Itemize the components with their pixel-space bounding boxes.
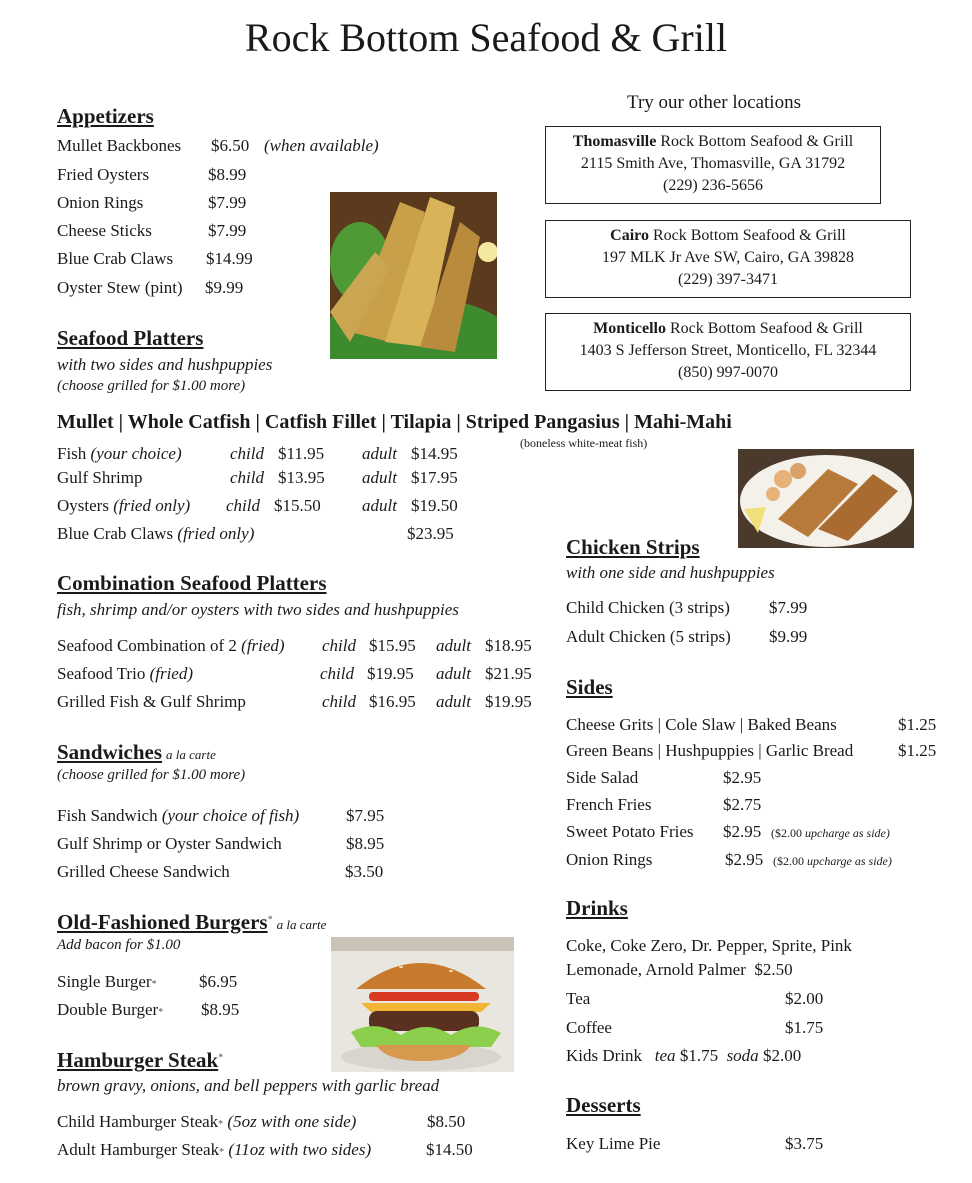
page-title: Rock Bottom Seafood & Grill	[244, 15, 728, 60]
appetizers-heading: Appetizers	[57, 104, 154, 128]
appetizer-name: Fried Oysters	[57, 165, 150, 184]
burger-name: Double Burger*	[57, 1000, 164, 1019]
side-name: Sweet Potato Fries	[566, 822, 694, 841]
side-name: Side Salad	[566, 768, 639, 787]
adult-label: adult	[436, 692, 471, 711]
steak-heading: Hamburger Steak	[57, 1048, 219, 1072]
steak-name: Child Hamburger Steak* (5oz with one side)	[57, 1112, 357, 1131]
child-price: $19.95	[367, 664, 414, 683]
child-price: $16.95	[369, 692, 416, 711]
adult-price: $14.95	[411, 444, 458, 463]
sandwiches-header	[57, 740, 216, 765]
desserts-heading: Desserts	[566, 1093, 641, 1117]
child-price: $15.50	[274, 496, 321, 515]
side-upcharge-note: ($2.00 upcharge as side)	[773, 854, 892, 868]
fish-choices-note: (boneless white-meat fish)	[520, 436, 648, 450]
side-name: French Fries	[566, 795, 652, 814]
drinks-line1: Coke, Coke Zero, Dr. Pepper, Sprite, Pink	[566, 936, 852, 955]
drinks-heading: Drinks	[566, 896, 628, 920]
combination-heading: Combination Seafood Platters	[57, 571, 327, 595]
location-name: Cairo	[610, 227, 649, 244]
chicken-heading: Chicken Strips	[566, 535, 700, 559]
dessert-price: $3.75	[785, 1134, 824, 1153]
child-label: child	[226, 496, 260, 515]
location-name: Thomasville	[572, 133, 657, 150]
steak-price: $8.50	[427, 1112, 466, 1131]
burger-name: Single Burger*	[57, 972, 157, 991]
adult-price: $17.95	[411, 468, 458, 487]
location-address: 2115 Smith Ave, Thomasville, GA 31792	[580, 155, 846, 172]
sandwich-name: Grilled Cheese Sandwich	[57, 862, 230, 881]
combination-subtitle: fish, shrimp and/or oysters with two sides and hushpuppies	[57, 600, 459, 619]
burger-price: $6.95	[199, 972, 238, 991]
fish-choices: Mullet | Whole Catfish | Catfish Fillet | Tilapia | Striped Pangasius | Mahi-Mahi	[57, 411, 732, 433]
adult-price: $18.95	[485, 636, 532, 655]
platter-name: Oysters (fried only)	[57, 496, 191, 515]
side-price: $2.75	[723, 795, 762, 814]
burger-photo	[331, 937, 514, 1072]
child-label: child	[230, 468, 264, 487]
location-address: 197 MLK Jr Ave SW, Cairo, GA 39828	[602, 249, 854, 266]
drink-name: Tea	[566, 989, 591, 1008]
adult-label: adult	[362, 468, 397, 487]
location-phone: (229) 236-5656	[663, 177, 763, 194]
sides-heading: Sides	[566, 675, 613, 699]
seafood-plate-photo	[738, 449, 914, 548]
side-price: $2.95	[723, 822, 762, 841]
combo-name: Seafood Combination of 2 (fried)	[57, 636, 285, 655]
sandwiches-heading: Sandwiches	[57, 740, 163, 764]
side-price: $1.25	[898, 741, 937, 760]
burgers-subtitle: Add bacon for $1.00	[57, 937, 181, 953]
burger-price: $8.95	[201, 1000, 240, 1019]
location-address: 1403 S Jefferson Street, Monticello, FL 32344	[579, 342, 877, 359]
combo-name: Seafood Trio (fried)	[57, 664, 194, 683]
location-thomasville: Thomasville Rock Bottom Seafood & Grill 2115 Smith Ave, Thomasville, GA 31792 (229) 236-5656	[545, 126, 881, 204]
child-price: $15.95	[369, 636, 416, 655]
side-name: Onion Rings	[566, 850, 653, 869]
sandwich-price: $8.95	[346, 834, 385, 853]
side-upcharge-note: ($2.00 upcharge as side)	[771, 826, 890, 840]
steak-header	[57, 1048, 223, 1073]
sandwich-price: $3.50	[345, 862, 384, 881]
chicken-price: $7.99	[769, 598, 808, 617]
platters-subtitle: with two sides and hushpuppies	[57, 355, 273, 374]
drink-price: $2.00	[785, 989, 824, 1008]
appetizer-price: $8.99	[208, 165, 247, 184]
adult-label: adult	[436, 636, 471, 655]
sandwich-name: Fish Sandwich (your choice of fish)	[57, 806, 300, 825]
drink-price: $1.75	[785, 1018, 824, 1037]
chicken-name: Child Chicken (3 strips)	[566, 598, 730, 617]
adult-price: $19.95	[485, 692, 532, 711]
drink-name: Coffee	[566, 1018, 612, 1037]
adult-label: adult	[362, 444, 397, 463]
burger-mark: *	[267, 914, 273, 926]
adult-price: $19.50	[411, 496, 458, 515]
child-label: child	[322, 692, 356, 711]
sandwiches-tag: a la carte	[166, 747, 216, 762]
steak-subtitle: brown gravy, onions, and bell peppers with garlic bread	[57, 1076, 440, 1095]
steak-price: $14.50	[426, 1140, 473, 1159]
adult-label: adult	[362, 496, 397, 515]
side-price: $2.95	[723, 768, 762, 787]
burgers-header	[57, 910, 326, 935]
adult-price: $21.95	[485, 664, 532, 683]
steak-mark: *	[218, 1052, 224, 1064]
appetizer-price: $14.99	[206, 249, 253, 268]
side-price: $2.95	[725, 850, 764, 869]
location-phone: (229) 397-3471	[678, 271, 778, 288]
appetizer-price: $6.50	[211, 136, 250, 155]
location-monticello: Monticello Rock Bottom Seafood & Grill 1403 S Jefferson Street, Monticello, FL 32344 (850) 997-0070	[545, 313, 911, 391]
side-name: Green Beans | Hushpuppies | Garlic Bread	[566, 741, 854, 760]
kids-drink: Kids Drink tea $1.75 soda $2.00	[566, 1046, 802, 1065]
appetizer-price: $9.99	[205, 278, 244, 297]
platter-price: $23.95	[407, 524, 454, 543]
adult-label: adult	[436, 664, 471, 683]
appetizer-name: Mullet Backbones	[57, 136, 182, 155]
side-price: $1.25	[898, 715, 937, 734]
appetizer-price: $7.99	[208, 221, 247, 240]
child-price: $11.95	[278, 444, 325, 463]
location-name: Monticello	[593, 320, 666, 337]
chicken-subtitle: with one side and hushpuppies	[566, 563, 775, 582]
dessert-name: Key Lime Pie	[566, 1134, 661, 1153]
location-cairo: Cairo Rock Bottom Seafood & Grill 197 MLK Jr Ave SW, Cairo, GA 39828 (229) 397-3471	[545, 220, 911, 298]
platters-grilled-note: (choose grilled for $1.00 more)	[57, 378, 246, 394]
sandwich-price: $7.95	[346, 806, 385, 825]
drinks-line2: Lemonade, Arnold Palmer $2.50	[566, 960, 793, 979]
locations-heading: Try our other locations	[627, 92, 801, 113]
platter-name: Blue Crab Claws (fried only)	[57, 524, 255, 543]
side-name: Cheese Grits | Cole Slaw | Baked Beans	[566, 715, 837, 734]
sandwiches-subtitle: (choose grilled for $1.00 more)	[57, 767, 246, 783]
sandwich-name: Gulf Shrimp or Oyster Sandwich	[57, 834, 282, 853]
appetizer-name: Blue Crab Claws	[57, 249, 174, 268]
appetizer-name: Onion Rings	[57, 193, 144, 212]
chicken-price: $9.99	[769, 627, 808, 646]
child-label: child	[320, 664, 354, 683]
chicken-name: Adult Chicken (5 strips)	[566, 627, 731, 646]
child-label: child	[230, 444, 264, 463]
burgers-tag: a la carte	[276, 917, 327, 932]
appetizer-name: Oyster Stew (pint)	[57, 278, 183, 297]
location-phone: (850) 997-0070	[678, 364, 778, 381]
platter-name: Fish (your choice)	[57, 444, 182, 463]
fried-fish-photo	[330, 192, 497, 359]
platters-heading: Seafood Platters	[57, 326, 204, 350]
platter-name: Gulf Shrimp	[57, 468, 143, 487]
appetizer-name: Cheese Sticks	[57, 221, 152, 240]
appetizer-price: $7.99	[208, 193, 247, 212]
steak-name: Adult Hamburger Steak* (11oz with two sides)	[57, 1140, 372, 1159]
appetizer-note: (when available)	[264, 136, 379, 155]
child-price: $13.95	[278, 468, 325, 487]
burgers-heading: Old-Fashioned Burgers	[57, 910, 268, 934]
child-label: child	[322, 636, 356, 655]
combo-name: Grilled Fish & Gulf Shrimp	[57, 692, 246, 711]
